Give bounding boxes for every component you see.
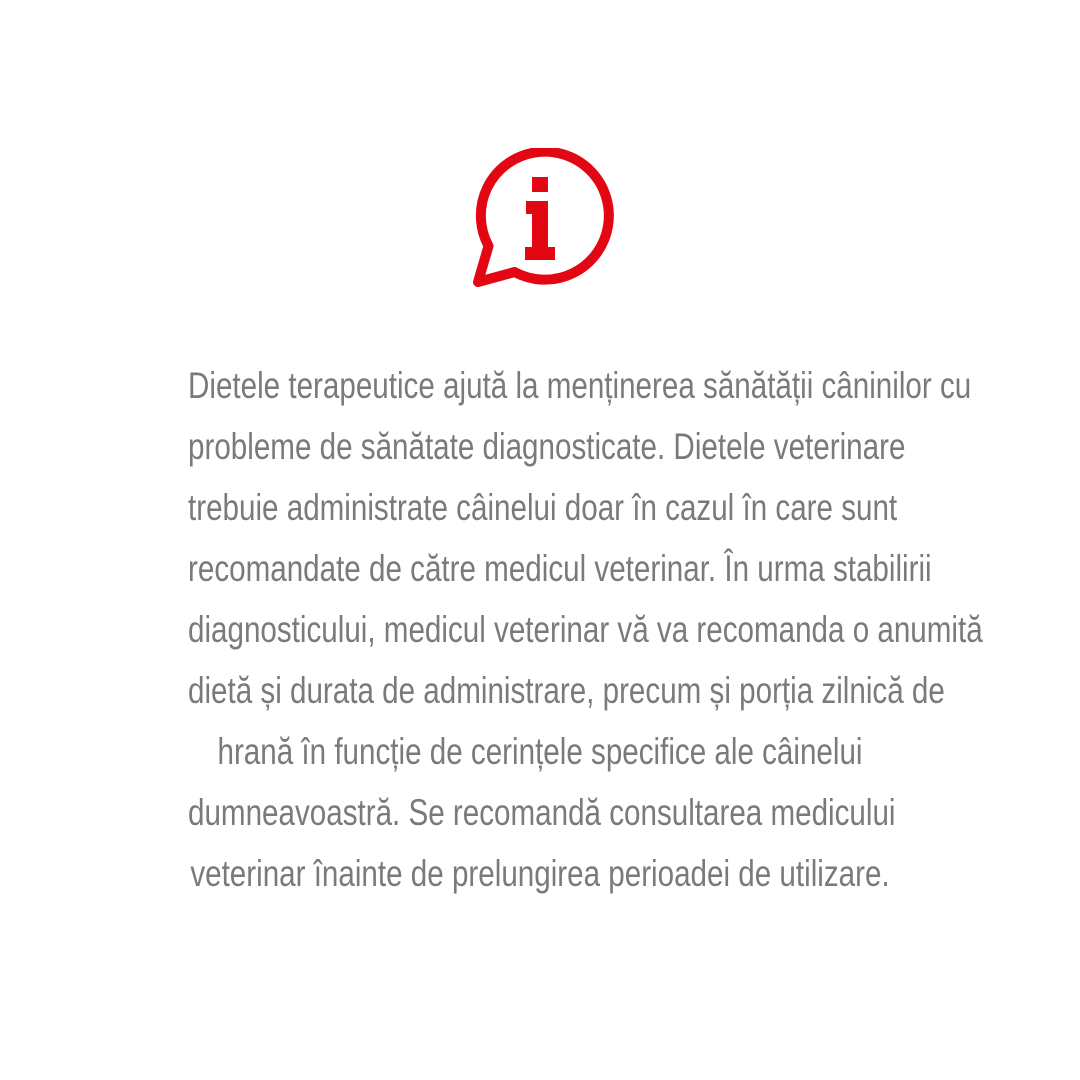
notice-line-5: diagnosticului, medicul veterinar vă va recomanda o anumită bbox=[188, 609, 983, 650]
notice-line-4: recomandate de către medicul veterinar. În urma stabilirii bbox=[188, 548, 932, 589]
notice-line-1: Dietele terapeutice ajută la menținerea sănătății câninilor cu bbox=[188, 365, 972, 406]
notice-line-2: probleme de sănătate diagnosticate. Dietele veterinare bbox=[188, 426, 906, 467]
info-speech-bubble-icon bbox=[466, 148, 614, 294]
therapeutic-diet-notice bbox=[188, 355, 983, 904]
notice-line-3: trebuie administrate câinelui doar în cazul în care sunt bbox=[188, 487, 898, 528]
notice-line-6: dietă și durata de administrare, precum și porția zilnică de bbox=[188, 670, 945, 711]
notice-line-7: hrană în funcție de cerințele specifice ale câinelui bbox=[217, 731, 863, 772]
notice-line-8: dumneavoastră. Se recomandă consultarea medicului bbox=[188, 792, 896, 833]
notice-line-9: veterinar înainte de prelungirea perioadei de utilizare. bbox=[190, 853, 890, 894]
